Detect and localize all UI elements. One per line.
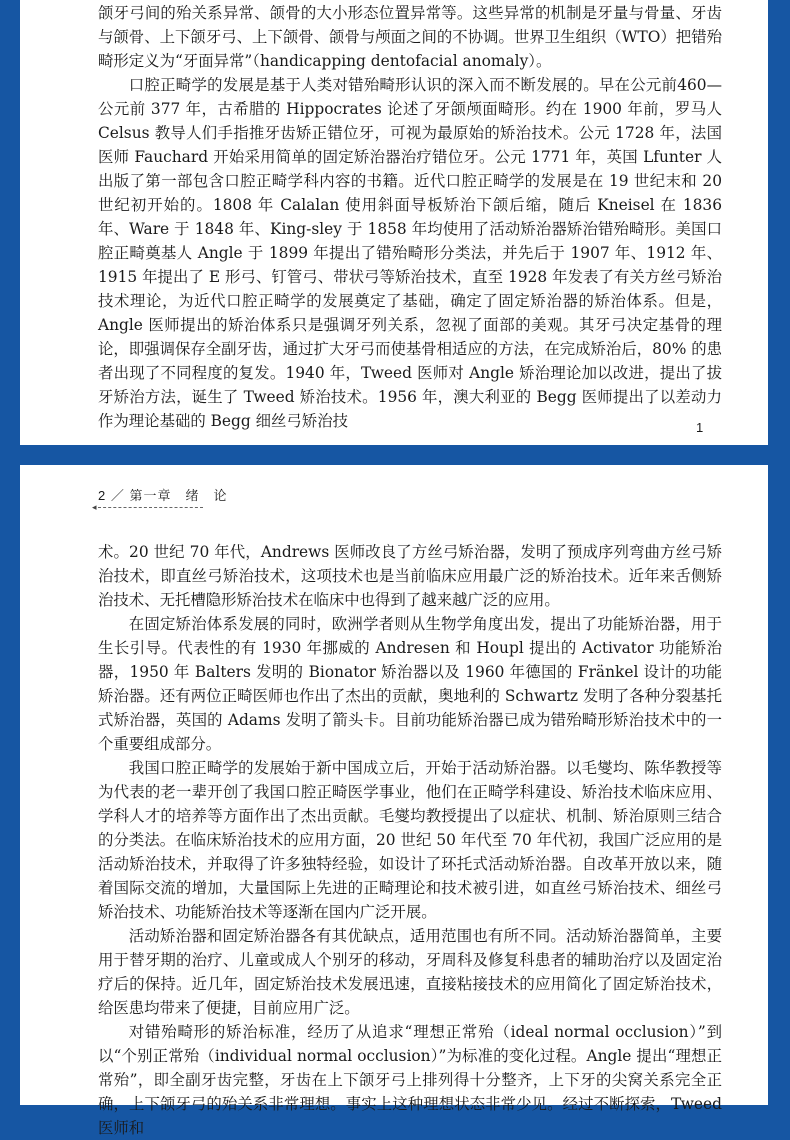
header-rule xyxy=(92,503,203,513)
page-2-body xyxy=(98,540,722,1140)
page-1-body xyxy=(98,1,722,433)
paragraph: 对错殆畸形的矫治标准，经历了从追求“理想正常殆（ideal normal occlusion）”到以“个别正常殆（individual normal occlusion）”为标准的变化过程。Angle 提出“理想正常殆”，即全副牙齿完整，牙齿在上下颌牙弓上排列得十分整齐，上下牙的尖窝关系完全正确，上下颌牙弓的殆关系非常理想。事实上这种理想状态非常少见。经过不断探索，Tweed 医师和 xyxy=(98,1023,722,1137)
page-1 xyxy=(20,0,768,445)
arrow-icon: ◂ xyxy=(92,503,97,513)
page-number: 1 xyxy=(696,420,704,435)
paragraph: 颌牙弓间的殆关系异常、颌骨的大小形态位置异常等。这些异常的机制是牙量与骨量、牙齿与颌骨、上下颌牙弓、上下颌骨、颌骨与颅面之间的不协调。世界卫生组织（WTO）把错殆畸形定义为“牙面异常”（handicapping dentofacial anomaly）。 xyxy=(98,4,722,70)
paragraph: 口腔正畸学的发展是基于人类对错殆畸形认识的深入而不断发展的。早在公元前460—公元前 377 年，古希腊的 Hippocrates 论述了牙颌颅面畸形。约在 1900 年前，罗马人 Celsus 教导人们手指推牙齿矫正错位牙，可视为最原始的矫治技术。公元 1728 年，法国医师 Fauchard 开始采用简单的固定矫治器治疗错位牙。公元 1771 年，英国 Lfunter 人出版了第一部包含口腔正畸学科内容的书籍。近代口腔正畸学的发展是在 19 世纪末和 20 世纪初开始的。1808 年 Calalan 使用斜面导板矫治下颌后缩，随后 Kneisel 在 1836 年、Ware 于 1848 年、King-sley 于 1858 年均使用了活动矫治器矫治错殆畸形。美国口腔正畸奠基人 Angle 于 1899 年提出了错殆畸形分类法，并先后于 1907 年、1912 年、1915 年提出了 E 形弓、钉管弓、带状弓等矫治技术，直至 1928 年发表了有关方丝弓矫治技术理论，为近代口腔正畸学的发展奠定了基础，确定了固定矫治器的矫治体系。但是，Angle 医师提出的矫治体系只是强调牙列关系，忽视了面部的美观。其牙弓决定基骨的理论，即强调保存全副牙齿，通过扩大牙弓而使基骨相适应的方法，在完成矫治后，80% 的患者出现了不同程度的复发。1940 年，Tweed 医师对 Angle 矫治理论加以改进，提出了拔牙矫治方法，诞生了 Tweed 矫治技术。1956 年，澳大利亚的 Begg 医师提出了以差动力作为理论基础的 Begg 细丝弓矫治技 xyxy=(98,76,722,430)
paragraph: 我国口腔正畸学的发展始于新中国成立后，开始于活动矫治器。以毛燮均、陈华教授等为代表的老一辈开创了我国口腔正畸医学事业，他们在正畸学科建设、矫治技术临床应用、学科人才的培养等方面作出了杰出贡献。毛燮均教授提出了以症状、机制、矫治原则三结合的分类法。在临床矫治技术的应用方面，20 世纪 50 年代至 70 年代初，我国广泛应用的是活动矫治技术，并取得了许多独特经验，如设计了环托式活动矫治器。自改革开放以来，随着国际交流的增加，大量国际上先进的正畸理论和技术被引进，如直丝弓矫治技术、细丝弓矫治技术、功能矫治技术等逐渐在国内广泛开展。 xyxy=(98,759,722,921)
paragraph: 活动矫治器和固定矫治器各有其优缺点，适用范围也有所不同。活动矫治器简单，主要用于替牙期的治疗、儿童或成人个别牙的移动，牙周科及修复科患者的辅助治疗以及固定治疗后的保持。近几年，固定矫治技术发展迅速，直接粘接技术的应用简化了固定矫治技术，给医患均带来了便捷，目前应用广泛。 xyxy=(98,927,722,1017)
running-header: 2 ／ 第一章 绪 论 xyxy=(98,488,228,503)
paragraph: 术。20 世纪 70 年代，Andrews 医师改良了方丝弓矫治器，发明了预成序列弯曲方丝弓矫治技术，即直丝弓矫治技术，这项技术也是当前临床应用最广泛的矫治技术。近年来舌侧矫治技术、无托槽隐形矫治技术在临床中也得到了越来越广泛的应用。 xyxy=(98,543,722,609)
paragraph: 在固定矫治体系发展的同时，欧洲学者则从生物学角度出发，提出了功能矫治器，用于生长引导。代表性的有 1930 年挪威的 Andresen 和 Houpl 提出的 Activator 功能矫治器，1950 年 Balters 发明的 Bionator 矫治器以及 1960 年德国的 Fränkel 设计的功能矫治器。还有两位正畸医师也作出了杰出的贡献，奥地利的 Schwartz 发明了各种分裂基托式矫治器，英国的 Adams 发明了箭头卡。目前功能矫治器已成为错殆畸形矫治技术中的一个重要组成部分。 xyxy=(98,615,722,753)
page-2 xyxy=(20,465,768,1137)
